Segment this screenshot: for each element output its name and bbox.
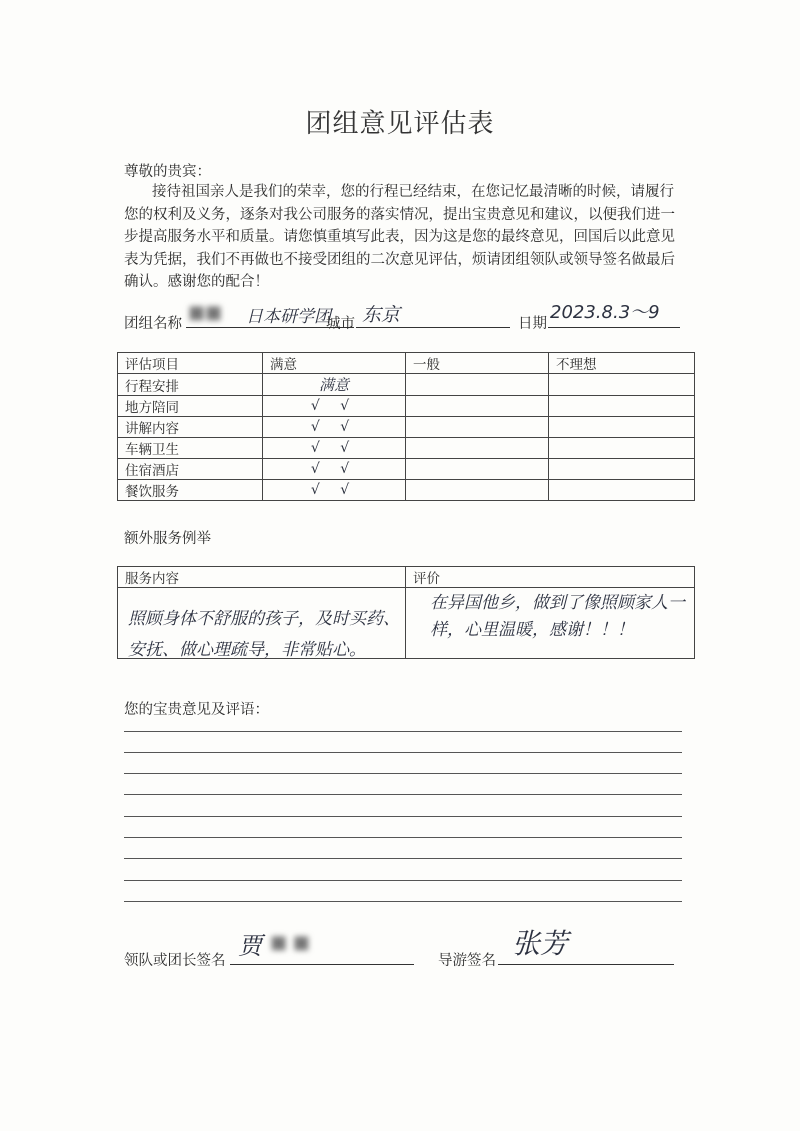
average-cell[interactable] bbox=[406, 396, 549, 417]
comments-label: 您的宝贵意见及评语： bbox=[124, 702, 269, 718]
header-poor: 不理想 bbox=[549, 353, 695, 374]
comment-line bbox=[124, 858, 682, 859]
header-average: 一般 bbox=[406, 353, 549, 374]
service-review-text[interactable]: 在异国他乡，做到了像照顾家人一样，心里温暖，感谢！！！ bbox=[430, 593, 685, 640]
row-item: 住宿酒店 bbox=[118, 459, 263, 480]
table-row bbox=[118, 480, 695, 501]
check-mark[interactable]: √ √ bbox=[310, 419, 358, 435]
average-cell[interactable] bbox=[406, 459, 549, 480]
leader-signature[interactable]: 贾 bbox=[238, 932, 262, 960]
evaluation-table bbox=[117, 352, 695, 501]
poor-cell[interactable] bbox=[549, 480, 695, 501]
intro-paragraph: 接待祖国亲人是我们的荣幸，您的行程已经结束，在您记忆最清晰的时候，请履行您的权利及义务，逐条对我公司服务的落实情况，提出宝贵意见和建议，以便我们进一步提高服务水平和质量。请您慎重填写此表，因为这是您的最终意见，回国后以此意见表为凭据，我们不再做也不接受团组的二次意见评估，烦请团组领队或领导签名做最后确认。感谢您的配合！ bbox=[124, 184, 675, 290]
form-title: 团组意见评估表 bbox=[305, 109, 495, 139]
date-underline bbox=[548, 327, 680, 328]
comment-line bbox=[124, 752, 682, 753]
comment-line bbox=[124, 901, 682, 902]
poor-cell[interactable] bbox=[549, 459, 695, 480]
header-content: 服务内容 bbox=[118, 567, 406, 588]
evaluation-header-row bbox=[118, 353, 695, 374]
comment-line bbox=[124, 816, 682, 817]
row-item: 讲解内容 bbox=[118, 417, 263, 438]
check-mark[interactable]: √ √ bbox=[310, 482, 358, 498]
check-mark[interactable]: √ √ bbox=[310, 461, 358, 477]
poor-cell[interactable] bbox=[549, 396, 695, 417]
header-review: 评价 bbox=[406, 567, 695, 588]
row-item: 车辆卫生 bbox=[118, 438, 263, 459]
greeting: 尊敬的贵宾： bbox=[124, 164, 211, 180]
date-value[interactable]: 2023.8.3～9 bbox=[550, 302, 660, 323]
service-content-text[interactable]: 照顾身体不舒服的孩子，及时买药、安抚、做心理疏导，非常贴心。 bbox=[128, 609, 400, 660]
check-mark[interactable]: √ √ bbox=[310, 440, 358, 456]
header-item: 评估项目 bbox=[118, 353, 263, 374]
poor-cell[interactable] bbox=[549, 374, 695, 396]
city-label: 城市 bbox=[326, 316, 355, 332]
poor-cell[interactable] bbox=[549, 438, 695, 459]
extra-header-row bbox=[118, 567, 695, 588]
row-item: 地方陪同 bbox=[118, 396, 263, 417]
group-name-value[interactable]: 日本研学团 bbox=[246, 307, 331, 327]
table-row bbox=[118, 417, 695, 438]
row-item: 行程安排 bbox=[118, 374, 263, 396]
table-row bbox=[118, 438, 695, 459]
comment-line bbox=[124, 880, 682, 881]
table-row bbox=[118, 374, 695, 396]
comment-line bbox=[124, 773, 682, 774]
average-cell[interactable] bbox=[406, 374, 549, 396]
extra-section-label: 额外服务例举 bbox=[124, 531, 211, 547]
satisfied-mark[interactable]: 满意 bbox=[318, 376, 349, 394]
leader-signature-line bbox=[230, 964, 414, 965]
city-value[interactable]: 东京 bbox=[362, 304, 401, 326]
table-row bbox=[118, 396, 695, 417]
average-cell[interactable] bbox=[406, 438, 549, 459]
check-mark[interactable]: √ √ bbox=[310, 398, 358, 414]
redacted-mark: ■ ■ bbox=[270, 932, 310, 953]
poor-cell[interactable] bbox=[549, 417, 695, 438]
group-name-label: 团组名称 bbox=[124, 316, 182, 332]
guide-signature-line bbox=[498, 964, 674, 965]
leader-signature-label: 领队或团长签名 bbox=[124, 953, 226, 969]
header-satisfied: 满意 bbox=[263, 353, 406, 374]
comment-line bbox=[124, 837, 682, 838]
average-cell[interactable] bbox=[406, 480, 549, 501]
comment-line bbox=[124, 731, 682, 732]
city-underline bbox=[356, 327, 510, 328]
redacted-mark: ■■ bbox=[188, 302, 223, 323]
row-item: 餐饮服务 bbox=[118, 480, 263, 501]
table-row bbox=[118, 459, 695, 480]
comment-line bbox=[124, 794, 682, 795]
date-label: 日期 bbox=[518, 316, 547, 332]
average-cell[interactable] bbox=[406, 417, 549, 438]
guide-signature[interactable]: 张芳 bbox=[512, 927, 569, 960]
guide-signature-label: 导游签名 bbox=[438, 953, 496, 969]
